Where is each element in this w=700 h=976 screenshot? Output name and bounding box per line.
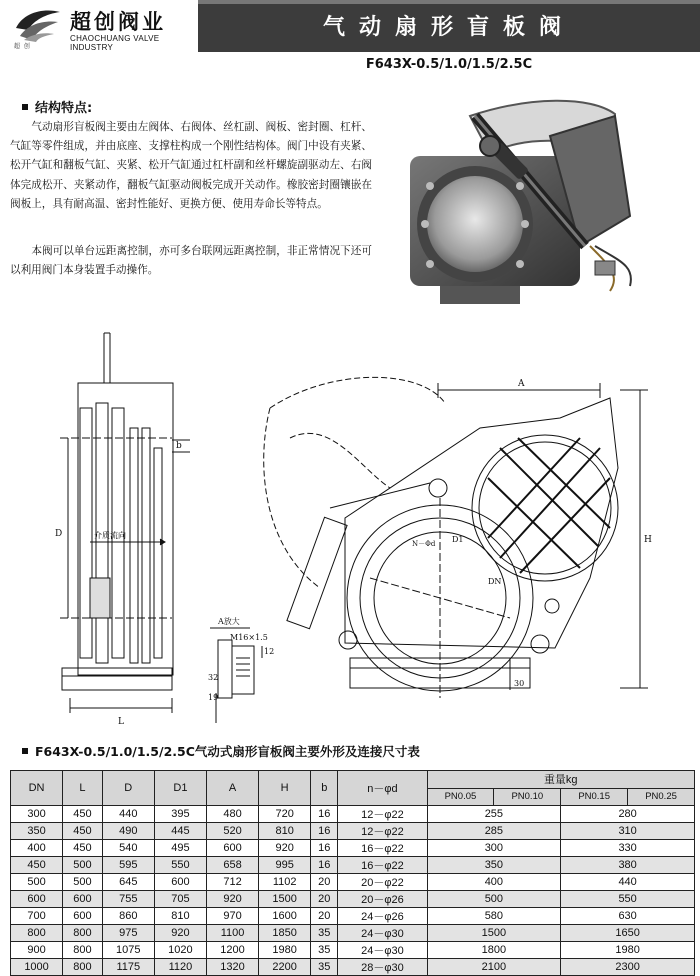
- table-cell: 450: [63, 806, 103, 823]
- bullet-square-icon: [22, 748, 28, 754]
- table-cell: 20: [311, 874, 338, 891]
- table-cell: 280: [561, 806, 695, 823]
- table-cell: 16: [311, 823, 338, 840]
- table-cell: 450: [63, 823, 103, 840]
- table-cell: 20: [311, 891, 338, 908]
- col-header-d1: D1: [154, 771, 206, 806]
- table-cell: 1650: [561, 925, 695, 942]
- table-row: [11, 959, 695, 976]
- table-cell: 600: [63, 891, 103, 908]
- table-cell: 285: [427, 823, 561, 840]
- table-cell: 755: [102, 891, 154, 908]
- table-cell: 1320: [206, 959, 258, 976]
- dim-32-label: 32: [208, 673, 219, 682]
- table-cell: 16－φ22: [338, 857, 427, 874]
- dim-nd-label: N－Φd: [412, 540, 436, 548]
- table-cell: 350: [11, 823, 63, 840]
- table-row: [11, 874, 695, 891]
- title-bar: [198, 0, 700, 52]
- table-cell: 400: [11, 840, 63, 857]
- table-cell: 1200: [206, 942, 258, 959]
- table-cell: 24－φ26: [338, 908, 427, 925]
- table-cell: 2100: [427, 959, 561, 976]
- table-cell: 16－φ22: [338, 840, 427, 857]
- table-cell: 35: [311, 942, 338, 959]
- side-view: [60, 333, 190, 713]
- table-cell: 24－φ30: [338, 942, 427, 959]
- col-header-d: D: [102, 771, 154, 806]
- company-name-en: CHAOCHUANG VALVE INDUSTRY: [70, 34, 160, 52]
- table-cell: 500: [427, 891, 561, 908]
- table-cell: 16: [311, 857, 338, 874]
- col-header-pn010: PN0.10: [494, 788, 561, 806]
- table-cell: 810: [154, 908, 206, 925]
- table-row: [11, 942, 695, 959]
- col-header-pn005: PN0.05: [427, 788, 494, 806]
- table-cell: 600: [11, 891, 63, 908]
- table-row: [11, 908, 695, 925]
- table-row: [11, 857, 695, 874]
- table-cell: 920: [206, 891, 258, 908]
- table-cell: 1500: [427, 925, 561, 942]
- table-cell: 300: [427, 840, 561, 857]
- col-header-pn015: PN0.15: [561, 788, 628, 806]
- table-cell: 300: [11, 806, 63, 823]
- table-cell: 28－φ30: [338, 959, 427, 976]
- structure-paragraph-1-text: 气动扇形盲板阀主要由左阀体、右阀体、丝杠副、阀板、密封圈、杠杆、气缸等零件组成，并由底座、支撑柱构成一个刚性结构体。阀门中设有夹紧、松开气缸和翻板气缸、夹紧、松开气缸通过杠杆副和丝杆螺旋副驱动左、右阀体完成松开、夹紧动作，翻板气缸驱动阀板完成开关动作。橡胶密封圈镶嵌在阀板上，具有耐高温、密封性能好、更换方便、使用寿命长等特点。: [10, 121, 373, 210]
- dim-12-label: 12: [264, 647, 275, 656]
- col-header-l: L: [63, 771, 103, 806]
- table-cell: 995: [259, 857, 311, 874]
- title-bar-accent: [198, 0, 700, 4]
- table-heading: [22, 742, 420, 760]
- table-cell: 16: [311, 806, 338, 823]
- col-header-nd: n－φd: [338, 771, 427, 806]
- table-cell: 800: [63, 925, 103, 942]
- table-cell: 1600: [259, 908, 311, 925]
- table-row: [11, 925, 695, 942]
- table-cell: 600: [63, 908, 103, 925]
- table-cell: 255: [427, 806, 561, 823]
- table-cell: 700: [11, 908, 63, 925]
- table-cell: 24－φ30: [338, 925, 427, 942]
- page-header: [0, 0, 700, 52]
- table-body: [11, 806, 695, 976]
- table-cell: 330: [561, 840, 695, 857]
- table-cell: 1000: [11, 959, 63, 976]
- col-header-h: H: [259, 771, 311, 806]
- table-cell: 440: [102, 806, 154, 823]
- table-cell: 920: [259, 840, 311, 857]
- dim-d-label: D: [55, 529, 63, 539]
- table-cell: 1850: [259, 925, 311, 942]
- table-cell: 800: [63, 942, 103, 959]
- table-cell: 645: [102, 874, 154, 891]
- table-cell: 630: [561, 908, 695, 925]
- col-header-dn: DN: [11, 771, 63, 806]
- page-title: 气动扇形盲板阀: [322, 15, 575, 40]
- flow-direction-label: 介质流向: [94, 531, 126, 540]
- table-cell: 1980: [259, 942, 311, 959]
- table-cell: 380: [561, 857, 695, 874]
- dim-b-label: b: [176, 441, 182, 451]
- table-cell: 600: [206, 840, 258, 857]
- table-cell: 712: [206, 874, 258, 891]
- table-cell: 810: [259, 823, 311, 840]
- table-row: [11, 891, 695, 908]
- table-cell: 12－φ22: [338, 823, 427, 840]
- dim-a-label: A: [518, 379, 525, 389]
- dim-dn-label: DN: [488, 577, 502, 586]
- table-cell: 1102: [259, 874, 311, 891]
- table-cell: 350: [427, 857, 561, 874]
- table-row: [11, 806, 695, 823]
- table-heading-text: F643X-0.5/1.0/1.5/2.5C气动式扇形盲板阀主要外形及连接尺寸表: [35, 744, 420, 759]
- table-cell: 800: [63, 959, 103, 976]
- table-cell: 450: [63, 840, 103, 857]
- table-cell: 35: [311, 959, 338, 976]
- table-cell: 860: [102, 908, 154, 925]
- table-cell: 1020: [154, 942, 206, 959]
- table-cell: 1175: [102, 959, 154, 976]
- logo-small-text: 超 创: [14, 43, 31, 50]
- table-cell: 2200: [259, 959, 311, 976]
- table-cell: 600: [154, 874, 206, 891]
- table-cell: 540: [102, 840, 154, 857]
- table-cell: 400: [427, 874, 561, 891]
- table-cell: 1100: [206, 925, 258, 942]
- col-header-pn025: PN0.25: [628, 788, 695, 806]
- table-cell: 1500: [259, 891, 311, 908]
- table-cell: 16: [311, 840, 338, 857]
- dim-h-label: H: [644, 535, 652, 545]
- structure-paragraph-2: [10, 242, 372, 280]
- thread-label: M16×1.5: [230, 633, 268, 642]
- col-header-a: A: [206, 771, 258, 806]
- table-cell: 490: [102, 823, 154, 840]
- table-cell: 720: [259, 806, 311, 823]
- table-cell: 445: [154, 823, 206, 840]
- table-cell: 580: [427, 908, 561, 925]
- table-cell: 550: [561, 891, 695, 908]
- table-cell: 310: [561, 823, 695, 840]
- table-cell: 450: [11, 857, 63, 874]
- table-cell: 495: [154, 840, 206, 857]
- col-header-weight: 重量kg: [427, 771, 694, 789]
- table-row: [11, 840, 695, 857]
- table-cell: 440: [561, 874, 695, 891]
- table-cell: 500: [63, 874, 103, 891]
- table-cell: 800: [11, 925, 63, 942]
- dimensions-table: [10, 770, 695, 976]
- valve-photo: [380, 96, 680, 304]
- table-cell: 2300: [561, 959, 695, 976]
- table-cell: 395: [154, 806, 206, 823]
- table-cell: 20－φ26: [338, 891, 427, 908]
- table-cell: 920: [154, 925, 206, 942]
- company-name-cn: 超创阀业: [70, 10, 166, 34]
- table-cell: 12－φ22: [338, 806, 427, 823]
- bullet-square-icon: [22, 104, 28, 110]
- table-cell: 970: [206, 908, 258, 925]
- dim-l-label: L: [118, 717, 124, 727]
- dim-30-label: 30: [514, 679, 525, 688]
- table-cell: 35: [311, 925, 338, 942]
- table-cell: 1075: [102, 942, 154, 959]
- table-cell: 658: [206, 857, 258, 874]
- table-cell: 900: [11, 942, 63, 959]
- table-cell: 500: [11, 874, 63, 891]
- table-cell: 1120: [154, 959, 206, 976]
- table-cell: 500: [63, 857, 103, 874]
- table-cell: 1800: [427, 942, 561, 959]
- table-row: [11, 823, 695, 840]
- structure-paragraph-2-text: 本阀可以单台远距离控制，亦可多台联网远距离控制，非正常情况下还可以利用阀门本身装置手动操作。: [10, 245, 373, 277]
- structure-heading-text: 结构特点:: [35, 101, 93, 116]
- structure-heading: [22, 97, 92, 116]
- dim-d1-label: D1: [452, 535, 464, 544]
- col-header-b: b: [311, 771, 338, 806]
- structure-paragraph-1: [10, 118, 372, 214]
- technical-drawing: [0, 328, 700, 728]
- company-logo-icon: [14, 8, 62, 42]
- table-cell: 520: [206, 823, 258, 840]
- table-cell: 550: [154, 857, 206, 874]
- table-cell: 480: [206, 806, 258, 823]
- dim-19-label: 19: [208, 693, 219, 702]
- table-cell: 705: [154, 891, 206, 908]
- model-number: F643X-0.5/1.0/1.5/2.5C: [365, 57, 533, 72]
- table-cell: 1980: [561, 942, 695, 959]
- table-cell: 20: [311, 908, 338, 925]
- table-cell: 20－φ22: [338, 874, 427, 891]
- logo-area: [0, 0, 198, 52]
- detail-a-label: A放大: [218, 617, 240, 626]
- table-cell: 595: [102, 857, 154, 874]
- table-cell: 975: [102, 925, 154, 942]
